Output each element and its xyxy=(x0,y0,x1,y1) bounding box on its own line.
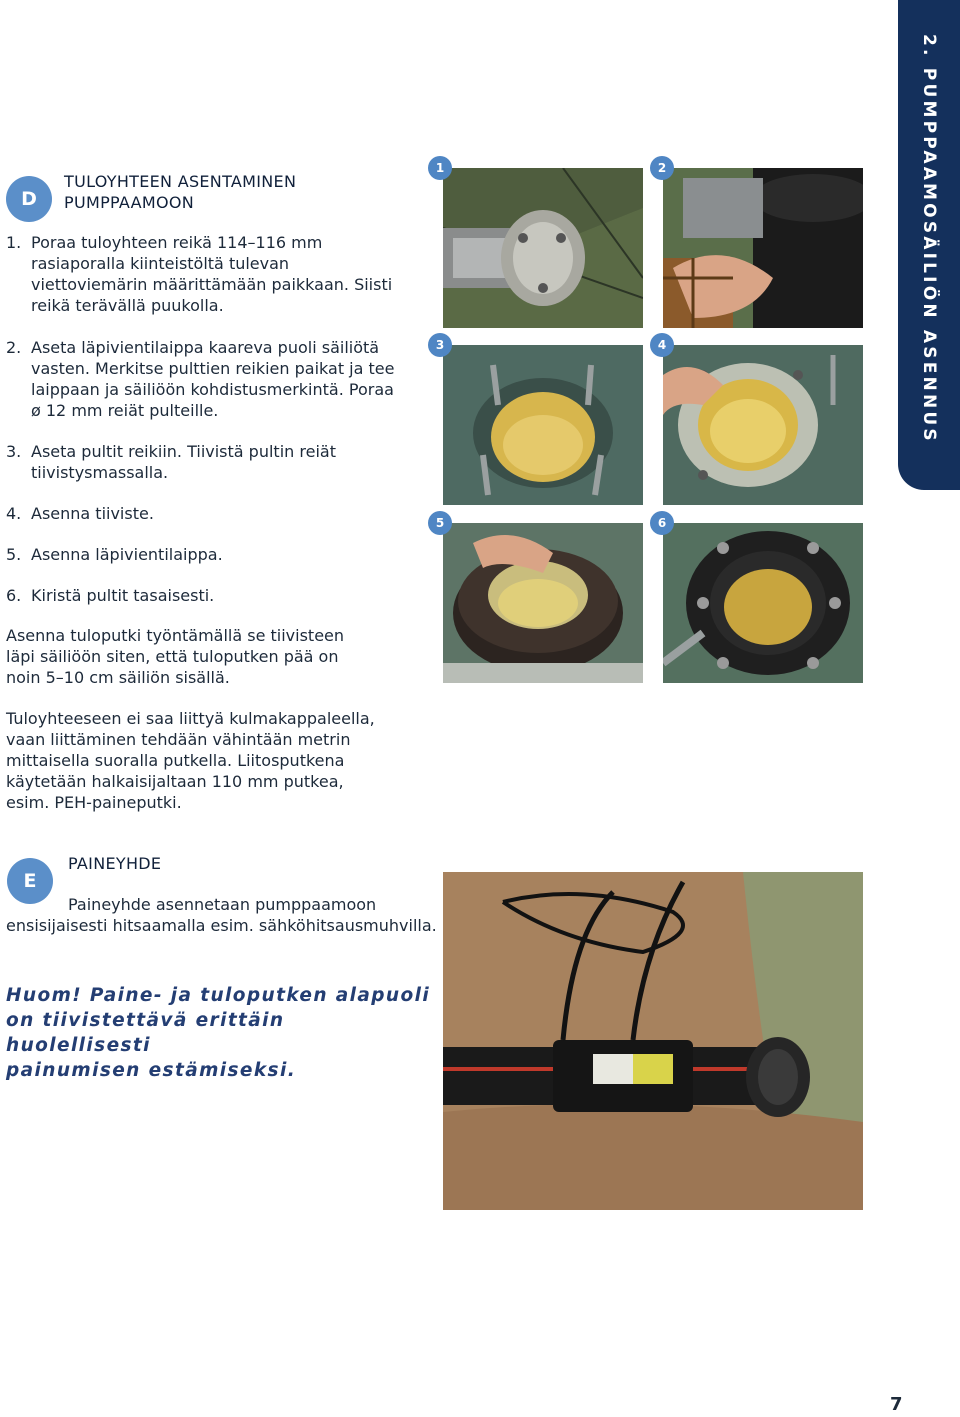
step-1 xyxy=(6,232,406,316)
warning-note xyxy=(6,983,436,1083)
step-number: 5. xyxy=(6,545,22,564)
step-4 xyxy=(6,503,406,524)
photo-2-trimming xyxy=(663,168,863,328)
step-text: Poraa tuloyhteen reikä 114–116 mm rasiaporalla kiinteistöltä tulevan viettoviemärin määrittämään paikkaan. Siisti reikä terävällä puukolla. xyxy=(31,233,393,315)
photo-4-label: 4 xyxy=(650,333,674,357)
photo-6-label: 6 xyxy=(650,511,674,535)
step-number: 3. xyxy=(6,442,22,461)
step-3 xyxy=(6,441,361,483)
step-number: 2. xyxy=(6,338,22,357)
step-5 xyxy=(6,544,406,565)
photo-5-label: 5 xyxy=(428,511,452,535)
warning-line-3: painumisen estämiseksi. xyxy=(6,1060,297,1081)
step-text: Kiristä pultit tasaisesti. xyxy=(31,586,215,605)
step-number: 4. xyxy=(6,504,22,523)
step-text: Asenna läpivientilaippa. xyxy=(31,545,223,564)
step-2 xyxy=(6,337,406,421)
connection-paragraph: Tuloyhteeseen ei saa liittyä kulmakappaleella, vaan liittäminen tehdään vähintään metrin mittaisella suoralla putkella. Liitosputkena käytetään halkaisijaltaan 110 mm putkea, esim. PEH-paineputki. xyxy=(6,709,375,812)
photo-2-label: 2 xyxy=(650,156,674,180)
step-text: Aseta pultit reikiin. Tiivistä pultin reiät tiivistysmassalla. xyxy=(31,442,336,482)
photo-6-tightening xyxy=(663,523,863,683)
section-d-heading-line1: TULOYHTEEN ASENTAMINEN xyxy=(64,172,297,191)
photo-pressure-pipe xyxy=(443,872,863,1210)
step-number: 6. xyxy=(6,586,22,605)
inlet-pipe-paragraph: Asenna tuloputki työntämällä se tiivisteen läpi säiliöön siten, että tuloputken pää on noin 5–10 cm säiliön sisällä. xyxy=(6,626,345,687)
section-e-text-line2: ensisijaisesti hitsaamalla esim. sähköhitsausmuhvilla. xyxy=(6,916,437,935)
step-text: Aseta läpivientilaippa kaareva puoli säiliötä vasten. Merkitse pulttien reikien paikat ja tee laippaan ja säiliöön kohdistusmerkintä. Poraa ø 12 mm reiät pulteille. xyxy=(31,338,395,420)
photo-1-label: 1 xyxy=(428,156,452,180)
page-number: 7 xyxy=(890,1394,903,1415)
step-6 xyxy=(6,585,406,606)
installation-steps xyxy=(6,232,406,606)
step-text: Asenna tiiviste. xyxy=(31,504,154,523)
photo-3-label: 3 xyxy=(428,333,452,357)
section-e-text-line1: Paineyhde asennetaan pumppaamoon xyxy=(68,895,377,914)
step-number: 1. xyxy=(6,233,22,252)
photo-4-gasket xyxy=(663,345,863,505)
photo-5-flange xyxy=(443,523,643,683)
section-e-heading: PAINEYHDE xyxy=(68,854,162,873)
section-e-badge: E xyxy=(7,858,53,904)
section-side-tab-title: 2. PUMPPAAMOSÄILIÖN ASENNUS xyxy=(919,34,939,444)
warning-line-1: Huom! Paine- ja tuloputken alapuoli xyxy=(6,985,431,1006)
warning-line-2: on tiivistettävä erittäin huolellisesti xyxy=(6,1010,285,1056)
section-d-heading-line2: PUMPPAAMOON xyxy=(64,193,195,212)
photo-1-drilling xyxy=(443,168,643,328)
section-d-badge: D xyxy=(6,176,52,222)
photo-3-bolts xyxy=(443,345,643,505)
